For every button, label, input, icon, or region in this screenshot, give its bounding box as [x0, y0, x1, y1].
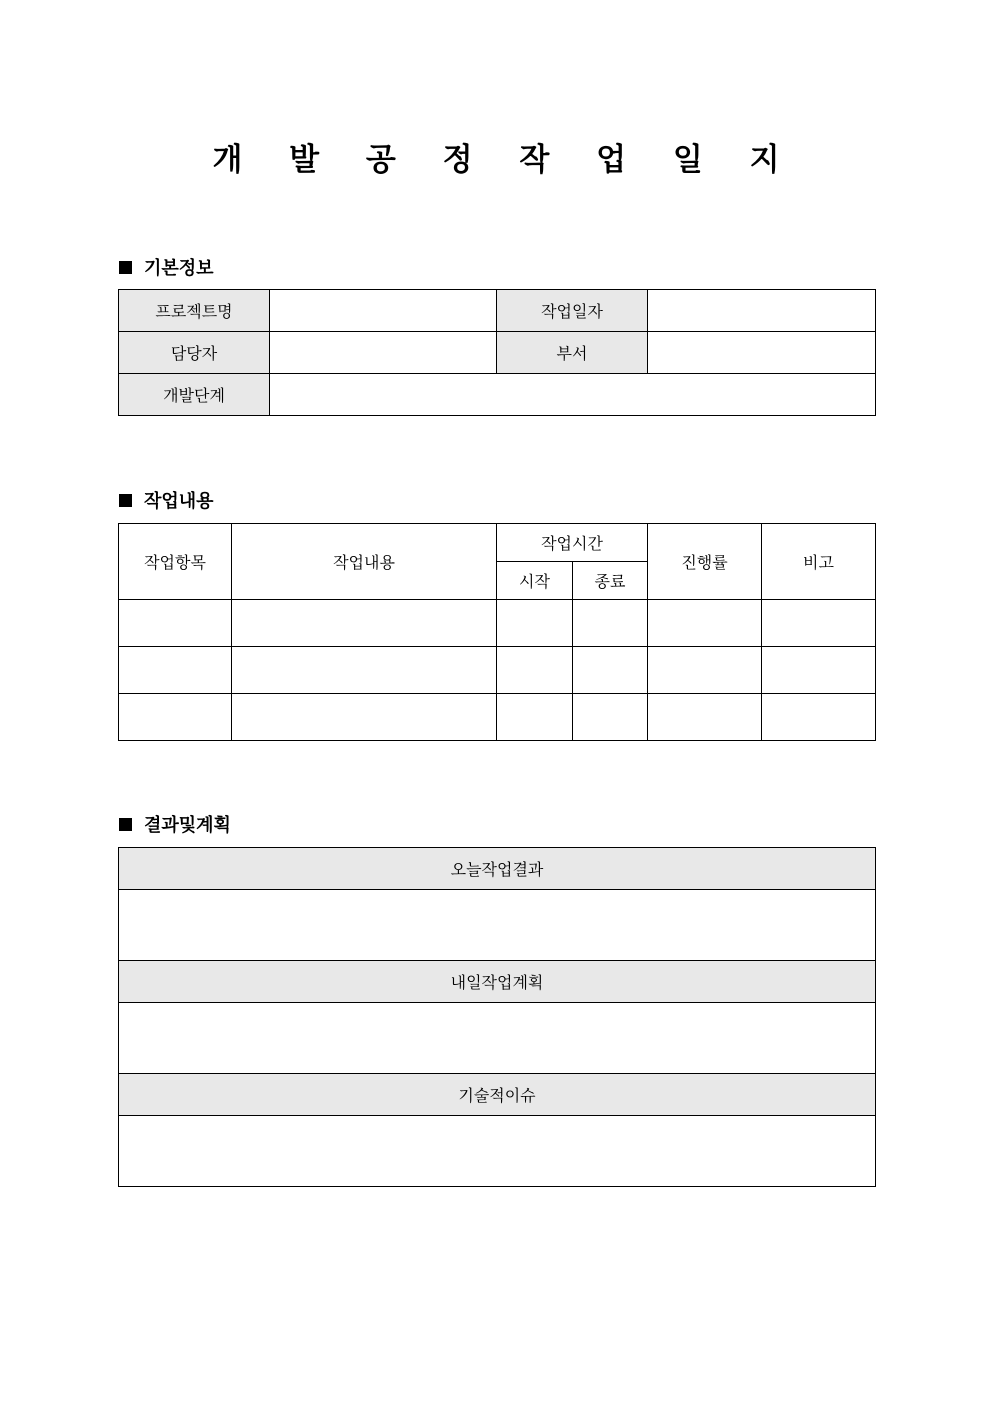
- table-row: [119, 374, 876, 416]
- section-heading-basic-info: [119, 254, 214, 280]
- table-row: [119, 332, 876, 374]
- department-label: 부서: [497, 332, 648, 374]
- cell-end[interactable]: [573, 647, 648, 694]
- today-result-field[interactable]: [119, 890, 876, 961]
- today-result-label: 오늘작업결과: [119, 848, 876, 890]
- section-heading-results-plan: [119, 811, 231, 837]
- cell-content[interactable]: [232, 694, 497, 741]
- cell-start[interactable]: [497, 600, 573, 647]
- section-heading-label: 작업내용: [144, 491, 214, 512]
- table-row: [119, 1003, 876, 1074]
- header-time: 작업시간: [497, 524, 648, 562]
- results-plan-table: [118, 847, 876, 1187]
- project-name-field[interactable]: [270, 290, 497, 332]
- cell-note[interactable]: [762, 647, 876, 694]
- cell-progress[interactable]: [648, 647, 762, 694]
- stage-label: 개발단계: [119, 374, 270, 416]
- header-end: 종료: [573, 562, 648, 600]
- work-date-field[interactable]: [648, 290, 876, 332]
- header-start: 시작: [497, 562, 573, 600]
- cell-content[interactable]: [232, 647, 497, 694]
- cell-item[interactable]: [119, 694, 232, 741]
- cell-content[interactable]: [232, 600, 497, 647]
- header-note: 비고: [762, 524, 876, 600]
- header-progress: 진행률: [648, 524, 762, 600]
- table-row: [119, 600, 876, 647]
- tomorrow-plan-label: 내일작업계획: [119, 961, 876, 1003]
- project-name-label: 프로젝트명: [119, 290, 270, 332]
- table-row: [119, 694, 876, 741]
- square-bullet-icon: [119, 494, 132, 507]
- tech-issue-label: 기술적이슈: [119, 1074, 876, 1116]
- table-row: [119, 290, 876, 332]
- table-row: [119, 647, 876, 694]
- cell-item[interactable]: [119, 600, 232, 647]
- document-title: 개 발 공 정 작 업 일 지: [212, 142, 798, 178]
- table-row: [119, 961, 876, 1003]
- table-header-row: [119, 524, 876, 562]
- cell-note[interactable]: [762, 694, 876, 741]
- section-heading-label: 기본정보: [144, 258, 214, 279]
- owner-label: 담당자: [119, 332, 270, 374]
- cell-item[interactable]: [119, 647, 232, 694]
- department-field[interactable]: [648, 332, 876, 374]
- cell-progress[interactable]: [648, 600, 762, 647]
- cell-progress[interactable]: [648, 694, 762, 741]
- cell-end[interactable]: [573, 694, 648, 741]
- stage-field[interactable]: [270, 374, 876, 416]
- cell-start[interactable]: [497, 694, 573, 741]
- tomorrow-plan-field[interactable]: [119, 1003, 876, 1074]
- basic-info-table: [118, 289, 876, 416]
- cell-start[interactable]: [497, 647, 573, 694]
- cell-end[interactable]: [573, 600, 648, 647]
- cell-note[interactable]: [762, 600, 876, 647]
- work-content-table: [118, 523, 876, 741]
- square-bullet-icon: [119, 818, 132, 831]
- table-row: [119, 890, 876, 961]
- work-date-label: 작업일자: [497, 290, 648, 332]
- header-item: 작업항목: [119, 524, 232, 600]
- table-row: [119, 1116, 876, 1187]
- section-heading-work-content: [119, 487, 214, 513]
- square-bullet-icon: [119, 261, 132, 274]
- owner-field[interactable]: [270, 332, 497, 374]
- tech-issue-field[interactable]: [119, 1116, 876, 1187]
- table-row: [119, 848, 876, 890]
- section-heading-label: 결과및계획: [144, 815, 231, 836]
- header-content: 작업내용: [232, 524, 497, 600]
- table-row: [119, 1074, 876, 1116]
